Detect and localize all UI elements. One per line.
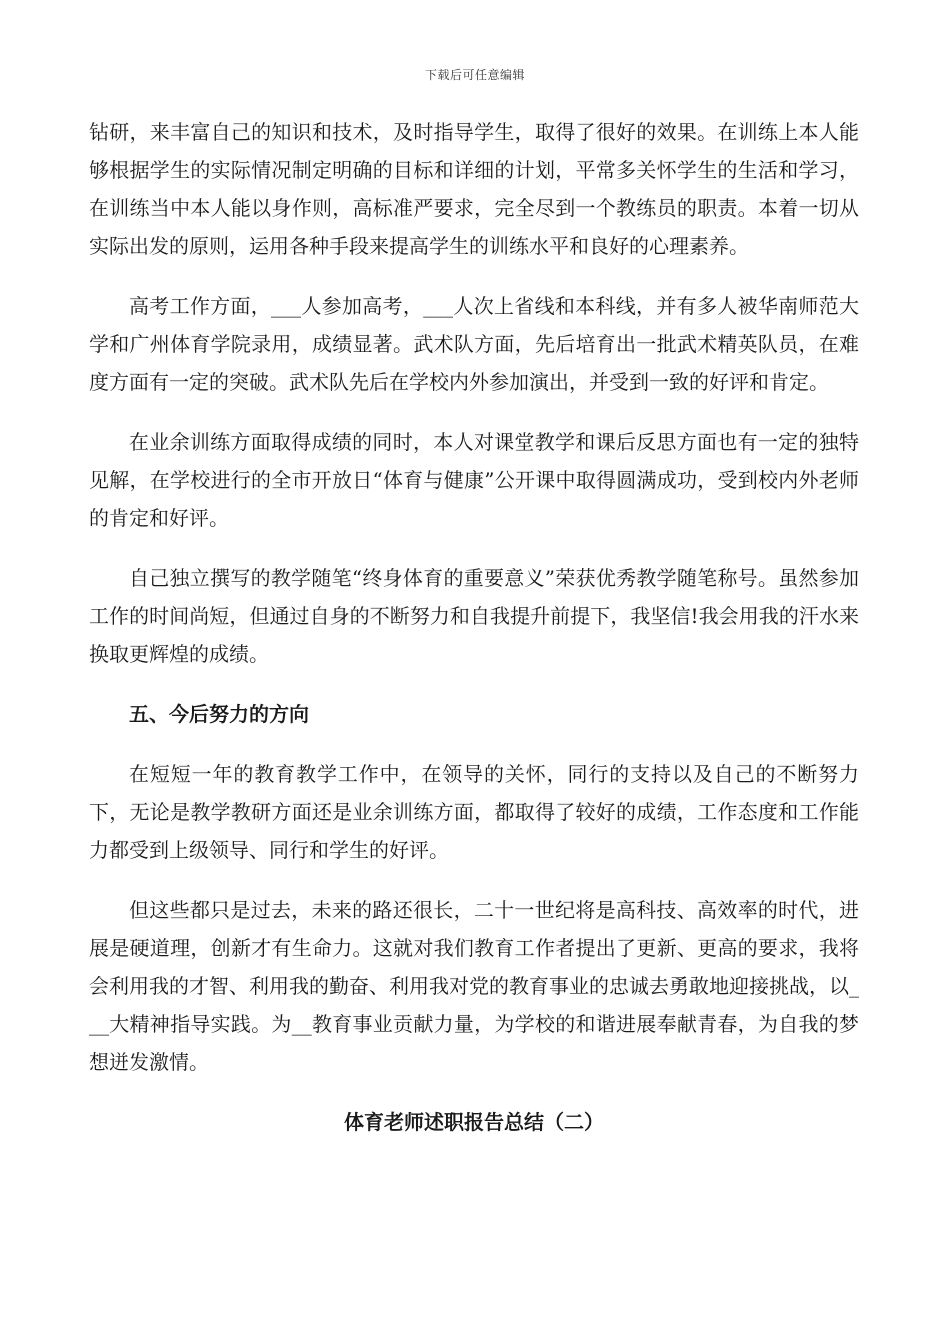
document-body bbox=[89, 113, 859, 1141]
paragraph-gap bbox=[89, 1081, 859, 1103]
section-heading-future: 五、今后努力的方向 bbox=[129, 702, 309, 726]
paragraph-gap bbox=[89, 673, 859, 695]
page-header-note: 下载后可任意编辑 bbox=[424, 68, 525, 82]
paragraph-outlook: 但这些都只是过去，未来的路还很长，二十一世纪将是高科技、高效率的时代，进展是硬道理，创新才有生命力。这就对我们教育工作者提出了更新、更高的要求，我将会利用我的才智、利用我的勤奋、利用我对党的教育事业的忠诚去勇敢地迎接挑战，以___大精神指导实践。为__教育事业贡献力量，为学校的和谐进展奉献青春，为自我的梦想迸发激情。 bbox=[89, 898, 859, 1074]
paragraph-gap bbox=[89, 869, 859, 891]
paragraph-summary: 在短短一年的教育教学工作中，在领导的关怀，同行的支持以及自己的不断努力下，无论是教学教研方面还是业余训练方面，都取得了较好的成绩，工作态度和工作能力都受到上级领导、同行和学生的好评。 bbox=[89, 762, 859, 862]
paragraph-gap bbox=[89, 537, 859, 559]
paragraph-gap bbox=[89, 265, 859, 287]
paragraph-classroom: 在业余训练方面取得成绩的同时，本人对课堂教学和课后反思方面也有一定的独特见解，在学校进行的全市开放日“体育与健康”公开课中取得圆满成功，受到校内外老师的肯定和好评。 bbox=[89, 430, 859, 530]
paragraph-training: 钻研，来丰富自己的知识和技术，及时指导学生，取得了很好的效果。在训练上本人能够根据学生的实际情况制定明确的目标和详细的计划，平常多关怀学生的生活和学习，在训练当中本人能以身作则，高标准严要求，完全尽到一个教练员的职责。本着一切从实际出发的原则，运用各种手段来提高学生的训练水平和良好的心理素养。 bbox=[89, 120, 859, 258]
paragraph-gap bbox=[89, 733, 859, 755]
report-title-part-two: 体育老师述职报告总结（二） bbox=[344, 1110, 604, 1134]
paragraph-gap bbox=[89, 401, 859, 423]
paragraph-essay: 自己独立撰写的教学随笔“终身体育的重要意义”荣获优秀教学随笔称号。虽然参加工作的时间尚短，但通过自身的不断努力和自我提升前提下，我坚信!我会用我的汗水来换取更辉煌的成绩。 bbox=[89, 566, 859, 666]
paragraph-gaokao: 高考工作方面，___人参加高考，___人次上省线和本科线，并有多人被华南师范大学和广州体育学院录用，成绩显著。武术队方面，先后培育出一批武术精英队员，在难度方面有一定的突破。武术队先后在学校内外参加演出，并受到一致的好评和肯定。 bbox=[89, 294, 859, 394]
